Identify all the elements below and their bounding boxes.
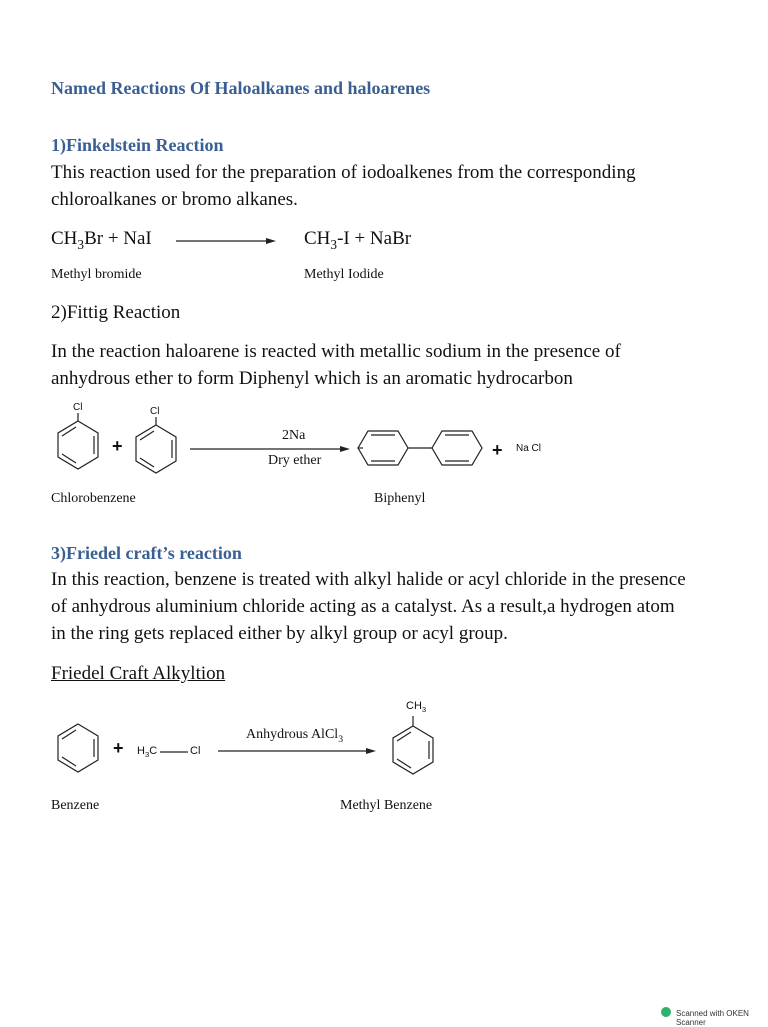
scanner-logo-icon (661, 1007, 671, 1017)
finkelstein-products: $CH_3-I$ + NaBr (304, 228, 412, 252)
reagent-sodium: 2Na (282, 428, 306, 443)
finkelstein-text-2: chloroalkanes or bromo alkanes. (51, 189, 298, 210)
methyl-benzene-structure (390, 716, 436, 774)
reaction-arrow-1 (176, 236, 276, 246)
chlorine-label-2: Cl (150, 406, 160, 417)
friedel-crafts-text-1: In this reaction, benzene is treated with alkyl halide or acyl chloride in the presence (51, 569, 686, 590)
sodium-chloride-label: Na Cl (516, 443, 542, 454)
chlorine-label-3: Cl (190, 745, 201, 757)
methyl-group-label: $CH_3$ (406, 700, 427, 715)
reagent-dry-ether: Dry ether (268, 453, 322, 468)
plus-sign-3: + (113, 738, 124, 758)
methyl-benzene-label: Methyl Benzene (340, 798, 433, 813)
fittig-text-2: anhydrous ether to form Diphenyl which is an aromatic hydrocarbon (51, 368, 573, 389)
alkylation-subheading: Friedel Craft Alkyltion (51, 663, 226, 684)
reagent-alcl3: Anhydrous AlCl$_3$ (246, 727, 344, 745)
biphenyl-label: Biphenyl (374, 491, 426, 506)
friedel-crafts-text-2: of anhydrous aluminium chloride acting as a catalyst. As a result,a hydrogen atom (51, 596, 675, 617)
plus-sign-2: + (492, 440, 503, 460)
plus-sign-1: + (112, 436, 123, 456)
chlorine-label-1: Cl (73, 402, 83, 413)
finkelstein-heading: 1)Finkelstein Reaction (51, 135, 224, 155)
chlorobenzene-label: Chlorobenzene (51, 491, 136, 506)
fittig-text-1: In the reaction haloarene is reacted with metallic sodium in the presence of (51, 341, 621, 362)
methyl-chloride-formula: $H_3C$ (137, 745, 158, 760)
chlorobenzene-structure-1 (55, 413, 101, 469)
reaction-arrow-3 (218, 746, 376, 756)
friedel-crafts-heading: 3)Friedel craft’s reaction (51, 543, 242, 563)
fittig-heading: 2)Fittig Reaction (51, 302, 181, 323)
scanner-watermark: Scanned with OKEN Scanner (676, 1009, 749, 1027)
biphenyl-structure (358, 428, 482, 468)
methyl-iodide-label: Methyl Iodide (304, 267, 384, 282)
page-title: Named Reactions Of Haloalkanes and haloarenes (51, 78, 431, 98)
chlorobenzene-structure-2 (133, 417, 179, 473)
benzene-label: Benzene (51, 798, 100, 813)
finkelstein-text-1: This reaction used for the preparation of iodoalkenes from the corresponding (51, 162, 636, 183)
methyl-bromide-label: Methyl bromide (51, 267, 142, 282)
friedel-crafts-text-3: in the ring gets replaced either by alkyl group or acyl group. (51, 623, 508, 644)
finkelstein-reactants: $CH_3Br$ + NaI (51, 228, 152, 252)
c-cl-bond (160, 751, 188, 753)
benzene-structure (55, 724, 101, 772)
